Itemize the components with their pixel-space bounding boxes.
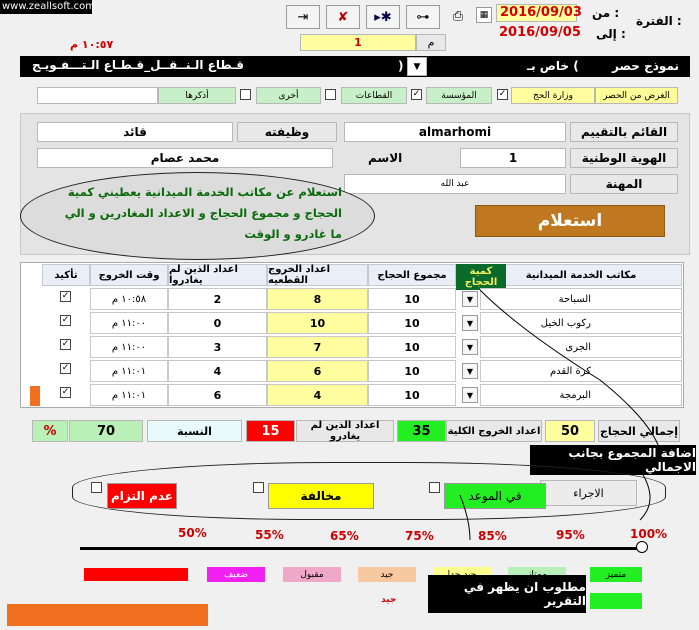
col-exits: اعداد الخروج القطعيه [267, 264, 368, 286]
counter-field[interactable]: 1 [300, 34, 416, 51]
period-label: الفترة : [636, 14, 682, 28]
total-remaining-label: اعداد الذين لم يغادرو [296, 420, 394, 442]
chevron-down-icon: ▼ [466, 342, 474, 352]
col-remaining: اعداد الذين لم يغادروا [168, 264, 267, 286]
query-note-text: استعلام عن مكاتب الخدمة الميدانية يعطيني كمية الحجاج و مجموع الحجاج و الاعداد المغادرين و الي ما غادرو و الوقت [64, 185, 342, 241]
col-total: مجموع الحجاج [368, 264, 456, 286]
scale-75: 75% [405, 529, 434, 543]
legend-distinguished: متميز [590, 567, 642, 582]
purpose-sectors: القطاعات [341, 87, 407, 104]
ratio-unit: % [32, 420, 68, 442]
date-to-field[interactable]: 2016/09/05 [499, 25, 581, 40]
total-exits-value: 35 [397, 420, 446, 442]
row-confirm-checkbox[interactable]: ✓ [61, 339, 70, 349]
row-office[interactable]: الجرى [480, 336, 682, 358]
sector-text: قـطاع الـنــقــل_قـطـاع الـتـــفـويـج [32, 58, 244, 72]
profession-label: المهنة [570, 174, 678, 194]
chevron-down-icon: ▼ [466, 294, 474, 304]
national-id-field[interactable]: 1 [460, 148, 566, 168]
job-field[interactable]: قائد [37, 122, 233, 142]
row-time: ١٠:٥٨ م [90, 288, 168, 310]
total-remaining-value: 15 [246, 420, 295, 442]
legend-good: جيد [358, 567, 416, 582]
date-from-field[interactable]: 2016/09/03 [496, 4, 577, 22]
report-note: مطلوب ان يظهر في التقرير [428, 575, 586, 613]
name-field[interactable]: محمد عصام [37, 148, 333, 168]
legend-acceptable: مقبول [283, 567, 341, 582]
scale-100: 100% [630, 527, 668, 541]
row-confirm-checkbox[interactable]: ✓ [61, 291, 70, 301]
total-pilgrims-value: 50 [545, 420, 595, 442]
name-label: الاسم [368, 151, 403, 165]
purpose-hajj-ministry-checkbox[interactable]: ✓ [498, 89, 507, 99]
chevron-down-icon: ▼ [466, 318, 474, 328]
chevron-down-icon: ▼ [466, 390, 474, 400]
row-time: ١١:٠١ م [90, 384, 168, 406]
print-icon[interactable]: ⎙ [452, 8, 464, 24]
scale-55: 55% [255, 528, 284, 542]
col-confirm: تأكيد [42, 264, 90, 286]
row-office[interactable]: البرمجة [480, 384, 682, 406]
row-total: 10 [368, 336, 456, 358]
legend-weak: ضعيف [207, 567, 265, 582]
row-remaining: 2 [168, 288, 267, 310]
scale-85: 85% [478, 529, 507, 543]
ratio-value: 70 [69, 420, 143, 442]
row-time: ١١:٠٠ م [90, 312, 168, 334]
evaluator-name-field[interactable]: almarhomi [344, 122, 566, 142]
form-model-label: نموذج حصر [612, 59, 679, 73]
row-total: 10 [368, 360, 456, 382]
total-pilgrims-label: إجمالي الحجاج [598, 420, 680, 442]
row-total: 10 [368, 312, 456, 334]
purpose-other: أخرى [256, 87, 321, 104]
purpose-mention: أذكرها [158, 87, 236, 104]
row-remaining: 0 [168, 312, 267, 334]
violation-button[interactable]: مخالفة [268, 483, 374, 509]
from-label: من : [592, 6, 620, 20]
calendar-icon[interactable]: ▦ [476, 7, 492, 23]
row-confirm-checkbox[interactable]: ✓ [61, 315, 70, 325]
ratio-label: النسبة [147, 420, 242, 442]
national-id-label: الهوية الوطنية [570, 148, 678, 168]
next-icon[interactable]: ▸✱ [366, 5, 400, 29]
profession-field[interactable]: عبد الله [344, 174, 566, 194]
scale-50: 50% [178, 526, 207, 540]
watermark: www.zeallsoft.com [2, 1, 96, 12]
row-remaining: 3 [168, 336, 267, 358]
row-time: ١١:٠١ م [90, 360, 168, 382]
total-exits-label: اعداد الخروج الكلية [446, 420, 542, 442]
col-office: مكاتب الخدمة الميدانية [480, 264, 682, 286]
row-exits[interactable]: 4 [267, 384, 368, 406]
counter-label: م [416, 34, 446, 51]
row-confirm-checkbox[interactable]: ✓ [61, 363, 70, 373]
evaluator-label: القائم بالتقييم [570, 122, 678, 142]
row-remaining: 6 [168, 384, 267, 406]
scale-65: 65% [330, 529, 359, 543]
row-exits[interactable]: 8 [267, 288, 368, 310]
row-total: 10 [368, 384, 456, 406]
row-total: 10 [368, 288, 456, 310]
exit-icon[interactable]: ⇥ [286, 5, 320, 29]
scale-95: 95% [556, 528, 585, 542]
legend-good-sub: جيد [381, 595, 397, 605]
chevron-down-icon: ▼ [413, 61, 421, 72]
on-time-button[interactable]: في الموعد [444, 483, 546, 509]
time-label: ١٠:٥٧ م [70, 38, 114, 51]
col-time: وقت الخروج [90, 264, 168, 286]
purpose-establishment-checkbox[interactable]: ✓ [412, 89, 421, 99]
row-confirm-checkbox[interactable]: ✓ [61, 387, 70, 397]
binoculars-icon[interactable]: ⊶ [406, 5, 440, 29]
col-quantity: كمية الحجاج [456, 264, 506, 290]
row-exits[interactable]: 6 [267, 360, 368, 382]
row-time: ١١:٠٠ م [90, 336, 168, 358]
form-type-label: خاص بـ ( [527, 59, 579, 73]
row-office[interactable]: كرة القدم [480, 360, 682, 382]
query-button[interactable]: استعلام [475, 205, 665, 237]
delete-icon[interactable]: ✘ [326, 5, 360, 29]
row-office[interactable]: ركوب الخيل [480, 312, 682, 334]
total-note: اضافة المجموع بجانب الاجمالي [530, 445, 696, 475]
no-commit-button[interactable]: عدم التزام [107, 483, 177, 509]
row-remaining: 4 [168, 360, 267, 382]
chevron-down-icon: ▼ [466, 366, 474, 376]
job-label: وظيفته [237, 122, 337, 142]
purpose-label: الغرض من الحصر [595, 87, 678, 104]
to-label: إلى : [596, 27, 626, 41]
form-close-paren: ) [398, 59, 404, 73]
row-exits[interactable]: 7 [267, 336, 368, 358]
purpose-establishment: المؤسسة [426, 87, 492, 104]
procedure-button[interactable]: الاجراء [540, 480, 637, 506]
purpose-hajj-ministry: وزارة الحج [511, 87, 595, 104]
row-exits[interactable]: 10 [267, 312, 368, 334]
row-office[interactable]: السباحة [480, 288, 682, 310]
